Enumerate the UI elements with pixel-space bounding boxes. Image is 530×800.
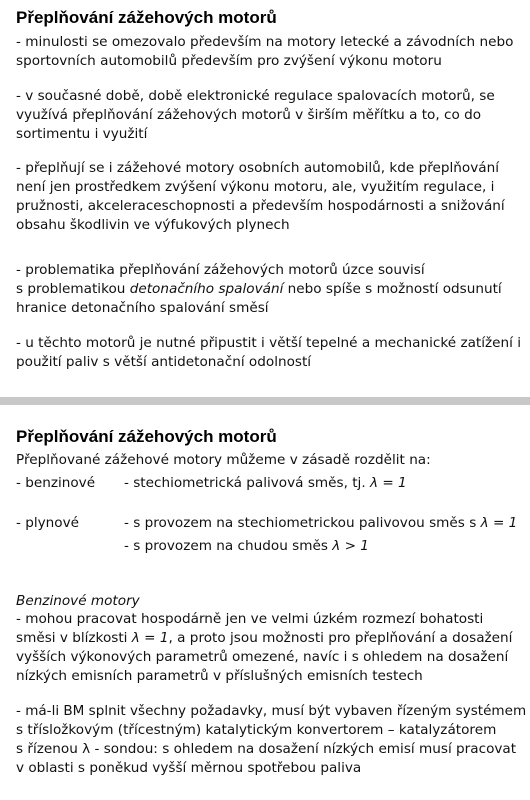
formula: λ > 1 <box>332 538 369 554</box>
text-span: - s provozem na chudou směs <box>124 538 333 554</box>
text-span: - s provozem na stechiometrickou palivovou směs s <box>124 515 481 531</box>
slide-divider <box>0 397 530 405</box>
text-line: nízkých emisních parametrů v příslušných emisních testech <box>16 668 423 684</box>
text-line: obsahu škodlivin ve výfukových plynech <box>16 217 290 233</box>
text-line: využívá přeplňování zážehových motorů v širším měřítku a to, co do <box>16 107 482 123</box>
italic-heading: Benzinové motory <box>16 593 140 609</box>
text-span: směsi v blízkosti <box>16 630 132 646</box>
category-label: - plynové <box>16 515 80 531</box>
text-line: hranice detonačního spalování směsí <box>16 300 269 316</box>
text-line: - minulosti se omezovalo především na motory letecké a závodních nebo <box>16 34 514 50</box>
text-span: s problematikou <box>16 281 130 297</box>
category-text <box>124 513 517 533</box>
category-text <box>124 473 407 493</box>
formula: λ = 1 <box>480 515 518 531</box>
text-line: - problematika přeplňování zážehových motorů úzce souvisí <box>16 262 425 278</box>
text-line: vyšších výkonových parametrů omezené, navíc i s ohledem na dosažení <box>16 649 509 665</box>
text-line: - má-li BM splnit všechny požadavky, musí být vybaven řízeným systémem <box>16 703 527 719</box>
category-label: - benzinové <box>16 475 96 491</box>
text-line: - přeplňují se i zážehové motory osobních automobilů, kde přeplňování <box>16 160 499 176</box>
text-line: - u těchto motorů je nutné připustit i větší tepelné a mechanické zatížení i <box>16 335 521 351</box>
text-line <box>16 279 502 299</box>
italic-term: detonačního spalování <box>129 281 284 297</box>
intro-text: Přeplňované zážehové motory můžeme v zásadě rozdělit na: <box>16 452 431 468</box>
text-line: není jen prostředkem zvýšení výkonu motoru, ale, využitím regulace, i <box>16 179 495 195</box>
text-span: nebo spíše s možností odsunutí <box>283 281 502 297</box>
slide-2-title: Přeplňování zážehových motorů <box>16 427 277 446</box>
text-line: s třísložkovým (třícestným) katalytickým konvertorem – katalyzátorem <box>16 722 497 738</box>
category-text <box>124 536 369 556</box>
text-line <box>16 628 512 648</box>
text-line: v oblasti s poněkud vyšší měrnou spotřebou paliva <box>16 760 362 776</box>
section-heading <box>16 591 140 611</box>
text-line: sportovních automobilů především pro zvýšení výkonu motoru <box>16 53 442 69</box>
text-span: , a proto jsou možnosti pro přeplňování a dosažení <box>168 630 513 646</box>
slide-1-title: Přeplňování zážehových motorů <box>16 8 277 27</box>
text-line: s řízenou λ - sondou: s ohledem na dosažení nízkých emisí musí pracovat <box>16 741 517 757</box>
formula: λ = 1 <box>369 475 407 491</box>
text-line: sortimentu i využití <box>16 126 148 142</box>
formula: λ = 1 <box>131 630 169 646</box>
text-span: - stechiometrická palivová směs, tj. <box>124 475 370 491</box>
text-line: použití paliv s větší antidetonační odolností <box>16 354 312 370</box>
text-line: - mohou pracovat hospodárně jen ve velmi úzkém rozmezí bohatosti <box>16 611 484 627</box>
text-line: pružnosti, akceleraceschopnosti a především hospodárnosti a snižování <box>16 198 505 214</box>
text-line: - v současné době, době elektronické regulace spalovacích motorů, se <box>16 88 495 104</box>
